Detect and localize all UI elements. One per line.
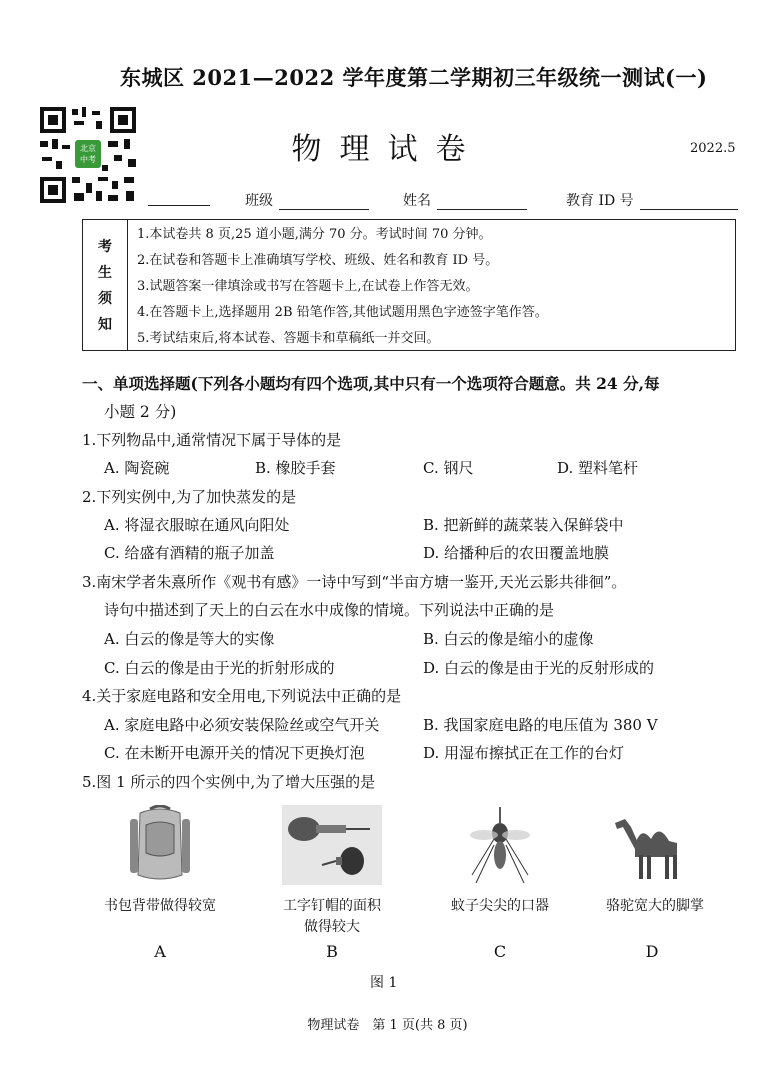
q3-option-b: B. 白云的像是缩小的虚像 bbox=[423, 630, 594, 648]
figure-letter-d: D bbox=[645, 942, 659, 961]
q2-option-c: C. 给盛有酒精的瓶子加盖 bbox=[104, 544, 275, 562]
notice-char-2: 生 bbox=[98, 265, 112, 281]
notice-char-1: 考 bbox=[98, 239, 112, 255]
class-label: 班级 bbox=[245, 193, 273, 209]
mosquito-image bbox=[450, 805, 550, 885]
caption-c-line1: 蚊子尖尖的口器 bbox=[451, 898, 549, 914]
qr-badge-line2: 中考 bbox=[80, 155, 96, 164]
notice-line-1: 1.本试卷共 8 页,25 道小题,满分 70 分。考试时间 70 分钟。 bbox=[137, 227, 492, 242]
caption-d-line1: 骆驼宽大的脚掌 bbox=[606, 898, 704, 914]
q1-option-b: B. 橡胶手套 bbox=[255, 459, 336, 477]
subject-title: 物理试卷 bbox=[291, 132, 484, 167]
page-footer: 物理试卷 第 1 页(共 8 页) bbox=[307, 1018, 468, 1033]
thumbtack-image bbox=[282, 805, 382, 885]
figure-caption-c bbox=[425, 896, 575, 917]
q3-option-d: D. 白云的像是由于光的反射形成的 bbox=[423, 659, 655, 677]
school-field[interactable] bbox=[148, 190, 210, 206]
section-heading bbox=[82, 372, 660, 394]
caption-a-line1: 书包背带做得较宽 bbox=[104, 898, 216, 914]
q4-option-c: C. 在未断开电源开关的情况下更换灯泡 bbox=[104, 744, 365, 762]
q2-option-d: D. 给播种后的农田覆盖地膜 bbox=[423, 544, 610, 562]
notice-line-5: 5.考试结束后,将本试卷、答题卡和草稿纸一并交回。 bbox=[137, 331, 440, 346]
section-heading-text: 一、单项选择题(下列各小题均有四个选项,其中只有一个选项符合题意。共 24 分,每 bbox=[82, 374, 660, 393]
edu-id-label: 教育 ID 号 bbox=[566, 193, 634, 209]
notice-side-label bbox=[83, 220, 128, 350]
name-field[interactable] bbox=[403, 190, 527, 210]
edu-id-field[interactable] bbox=[566, 190, 738, 210]
backpack-image bbox=[110, 805, 210, 885]
q3-stem: 3.南宋学者朱熹所作《观书有感》一诗中写到“半亩方塘一鉴开,天光云影共徘徊”。 bbox=[82, 573, 627, 591]
q1-option-d: D. 塑料笔杆 bbox=[557, 459, 639, 477]
q4-stem: 4.关于家庭电路和安全用电,下列说法中正确的是 bbox=[82, 687, 402, 705]
camel-image bbox=[605, 805, 705, 885]
q3-stem-cont: 诗句中描述到了天上的白云在水中成像的情境。下列说法中正确的是 bbox=[104, 601, 555, 619]
q2-option-a: A. 将湿衣服晾在通风向阳处 bbox=[104, 516, 290, 534]
notice-box bbox=[82, 219, 736, 351]
notice-line-4: 4.在答题卡上,选择题用 2B 铅笔作答,其他试题用黑色字迹签字笔作答。 bbox=[137, 305, 548, 320]
q3-option-a: A. 白云的像是等大的实像 bbox=[104, 630, 275, 648]
figure-letter-a: A bbox=[154, 942, 166, 961]
q4-option-a: A. 家庭电路中必须安装保险丝或空气开关 bbox=[104, 716, 380, 734]
caption-b-line2: 做得较大 bbox=[304, 919, 360, 935]
caption-b-line1: 工字钉帽的面积 bbox=[283, 898, 381, 914]
q4-option-b: B. 我国家庭电路的电压值为 380 V bbox=[423, 716, 658, 734]
figure-letter-c: C bbox=[493, 942, 507, 961]
figure-letter-b: B bbox=[326, 942, 338, 961]
notice-char-4: 知 bbox=[98, 317, 112, 333]
qr-badge-line1: 北京 bbox=[80, 144, 96, 153]
q5-stem: 5.图 1 所示的四个实例中,为了增大压强的是 bbox=[82, 773, 376, 791]
q1-option-c: C. 钢尺 bbox=[423, 459, 474, 477]
section-heading-cont: 小题 2 分) bbox=[104, 403, 177, 421]
name-label: 姓名 bbox=[403, 193, 431, 209]
figure-label: 图 1 bbox=[370, 975, 398, 991]
notice-line-3: 3.试题答案一律填涂或书写在答题卡上,在试卷上作答无效。 bbox=[137, 279, 479, 294]
figure-caption-d bbox=[580, 896, 730, 917]
notice-char-3: 须 bbox=[98, 291, 112, 307]
q3-option-c: C. 白云的像是由于光的折射形成的 bbox=[104, 659, 335, 677]
figure-caption-b bbox=[257, 896, 407, 938]
figure-caption-a bbox=[85, 896, 235, 917]
class-field[interactable] bbox=[245, 190, 369, 210]
q2-option-b: B. 把新鲜的蔬菜装入保鲜袋中 bbox=[423, 516, 624, 534]
q1-option-a: A. 陶瓷碗 bbox=[104, 459, 170, 477]
exam-title: 东城区 2021—2022 学年度第二学期初三年级统一测试(一) bbox=[120, 65, 708, 90]
notice-line-2: 2.在试卷和答题卡上准确填写学校、班级、姓名和教育 ID 号。 bbox=[137, 253, 499, 268]
q1-stem: 1.下列物品中,通常情况下属于导体的是 bbox=[82, 431, 342, 449]
q4-option-d: D. 用湿布擦拭正在工作的台灯 bbox=[423, 744, 625, 762]
exam-date: 2022.5 bbox=[690, 141, 736, 156]
q2-stem: 2.下列实例中,为了加快蒸发的是 bbox=[82, 488, 297, 506]
